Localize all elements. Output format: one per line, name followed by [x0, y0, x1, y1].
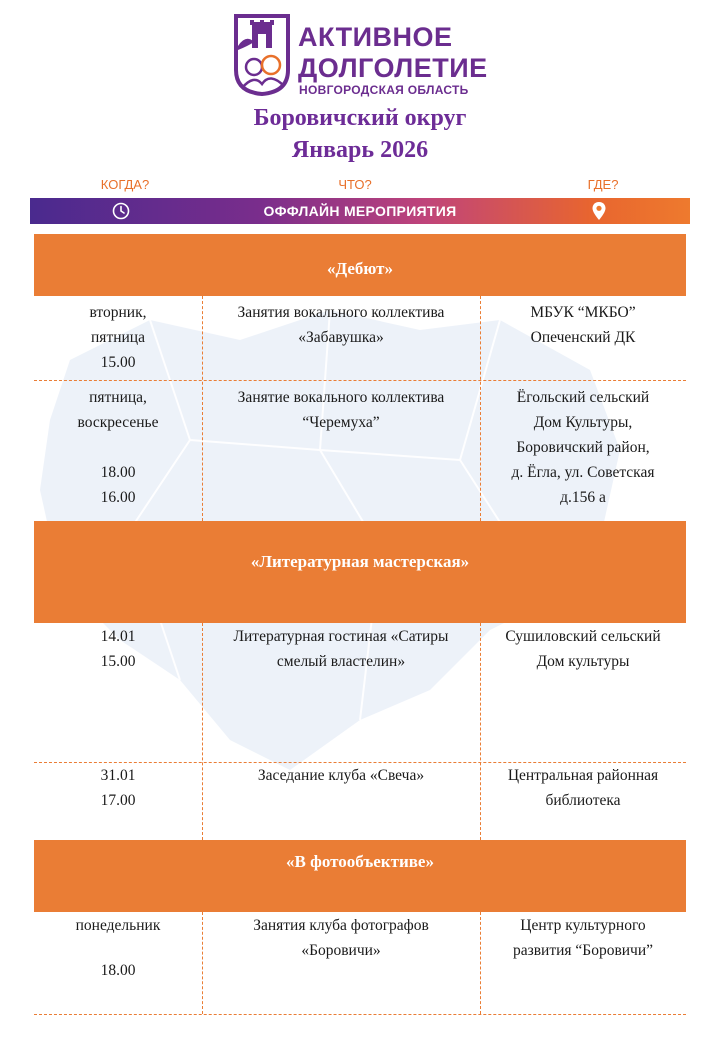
- table-cell-what: Занятия вокального коллектива «Забавушка»: [237, 304, 445, 346]
- section-title: «В фотообъективе»: [286, 852, 434, 871]
- logo: [232, 8, 502, 96]
- section-header: [34, 521, 686, 623]
- page-subtitle: Январь 2026: [291, 137, 429, 163]
- section-title: «Дебют»: [326, 259, 394, 278]
- column-header-where: ГДЕ?: [587, 177, 619, 192]
- column-header-when: КОГДА?: [100, 177, 150, 192]
- column-header-what: ЧТО?: [338, 177, 372, 192]
- table-cell-what: Заседание клуба «Свеча»: [257, 767, 425, 784]
- table-cell-what: Занятие вокального коллектива “Черемуха”: [237, 389, 445, 431]
- table-cell-where: Центральная районная библиотека: [507, 767, 659, 809]
- column-divider: [202, 623, 203, 840]
- table-cell-where: Центр культурного развития “Боровичи”: [512, 917, 654, 959]
- section-header: [34, 234, 686, 296]
- section-title: «Литературная мастерская»: [250, 552, 470, 571]
- table-cell-where: МБУК “МКБО” Опеченский ДК: [530, 304, 636, 346]
- logo-line-2: ДОЛГОЛЕТИЕ: [298, 53, 488, 83]
- page-title: Боровичский округ: [253, 105, 467, 131]
- table-cell-when: 14.01 15.00: [100, 628, 136, 670]
- column-divider: [480, 623, 481, 840]
- table-cell-when: 31.01 17.00: [100, 767, 136, 809]
- column-divider: [480, 296, 481, 521]
- schedule-table: [34, 234, 686, 1016]
- offline-events-banner: [30, 198, 690, 224]
- table-cell-when: понедельник 18.00: [75, 917, 161, 979]
- section-header: [34, 840, 686, 912]
- table-cell-where: Ёгольский сельский Дом Культуры, Боровичский район, д. Ёгла, ул. Советская д.156 а: [511, 389, 655, 506]
- table-cell-when: вторник, пятница 15.00: [89, 304, 147, 371]
- logo-emblem-icon: [232, 12, 292, 96]
- table-cell-what: Занятия клуба фотографов «Боровичи»: [253, 917, 429, 959]
- row-divider: [34, 380, 686, 381]
- table-cell-when: пятница, воскресенье 18.00 16.00: [77, 389, 159, 506]
- table-cell-what: Литературная гостиная «Сатиры смелый властелин»: [233, 628, 449, 670]
- banner-label: ОФФЛАЙН МЕРОПРИЯТИЯ: [263, 203, 457, 219]
- column-divider: [202, 296, 203, 521]
- logo-line-3: НОВГОРОДСКАЯ ОБЛАСТЬ: [299, 83, 469, 97]
- logo-line-1: АКТИВНОЕ: [298, 22, 453, 52]
- column-divider: [202, 912, 203, 1014]
- table-cell-where: Сушиловский сельский Дом культуры: [505, 628, 661, 670]
- column-divider: [480, 912, 481, 1014]
- table-bottom-border: [34, 1014, 686, 1015]
- map-pin-icon: [591, 201, 607, 221]
